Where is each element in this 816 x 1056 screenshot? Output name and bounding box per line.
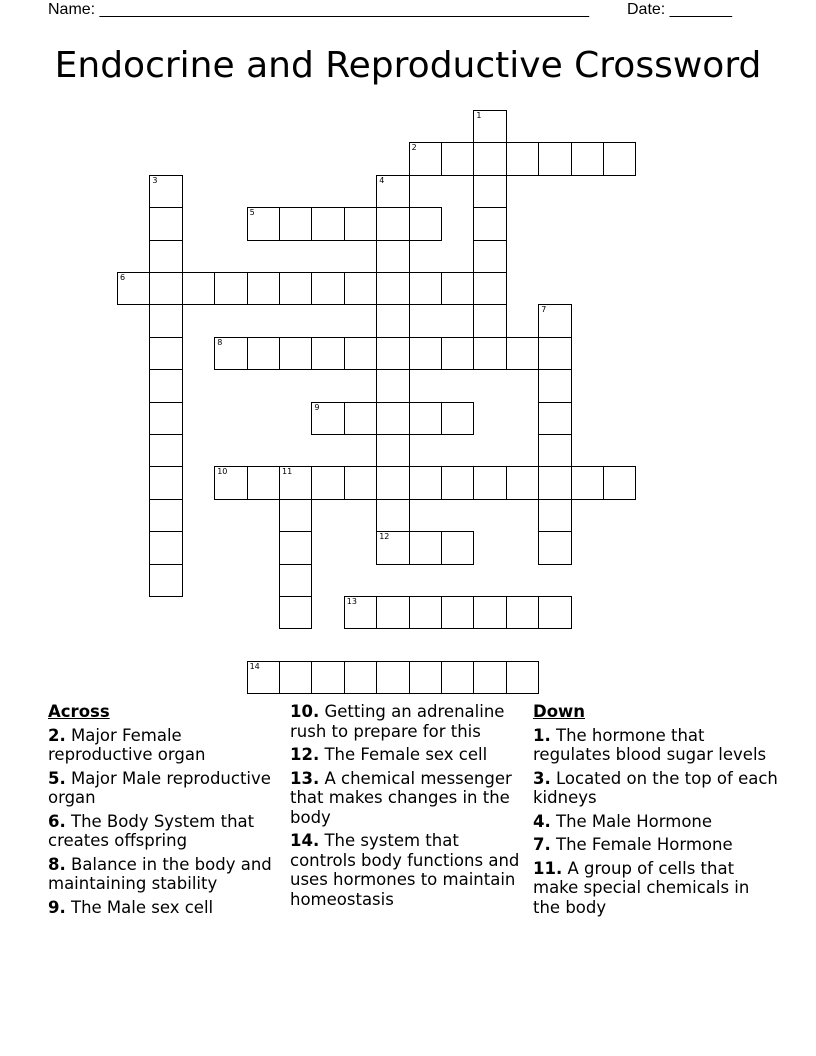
clue-item-number: 4. [533, 811, 551, 831]
clue-item [533, 812, 778, 832]
crossword-cell[interactable] [311, 661, 344, 694]
crossword-cell[interactable] [247, 661, 280, 694]
crossword-cell[interactable] [506, 661, 539, 694]
clue-number: 8 [217, 337, 223, 347]
crossword-cell[interactable] [538, 466, 571, 499]
clue-item-number: 6. [48, 811, 66, 831]
clue-number: 7 [541, 305, 547, 315]
crossword-cell[interactable] [279, 661, 312, 694]
crossword-cell[interactable] [214, 337, 247, 370]
crossword-cell[interactable] [182, 272, 215, 305]
crossword-cell[interactable] [441, 531, 474, 564]
crossword-cell[interactable] [441, 272, 474, 305]
crossword-cell[interactable] [473, 596, 506, 629]
crossword-cell[interactable] [441, 402, 474, 435]
crossword-cell[interactable] [279, 272, 312, 305]
clue-number: 11 [282, 467, 293, 477]
clue-item-text: The Body System that creates offspring [48, 811, 255, 850]
crossword-cell[interactable] [149, 240, 182, 273]
clue-number: 10 [217, 467, 228, 477]
crossword-cell[interactable] [409, 466, 442, 499]
crossword-cell[interactable] [149, 434, 182, 467]
clue-number: 2 [411, 143, 417, 153]
crossword-cell[interactable] [344, 207, 377, 240]
clues-column-1 [48, 702, 278, 921]
crossword-cell[interactable] [149, 466, 182, 499]
crossword-cell[interactable] [279, 564, 312, 597]
crossword-cell[interactable] [571, 142, 604, 175]
crossword-cell[interactable] [376, 596, 409, 629]
crossword-cell[interactable] [149, 531, 182, 564]
clue-item-text: Major Female reproductive organ [48, 725, 206, 764]
crossword-cell[interactable] [473, 175, 506, 208]
crossword-cell[interactable] [538, 434, 571, 467]
crossword-cell[interactable] [149, 304, 182, 337]
crossword-cell[interactable] [149, 564, 182, 597]
clue-item-text: The Male sex cell [65, 897, 214, 917]
clue-item-text: Located on the top of each kidneys [533, 768, 778, 807]
clue-item [48, 898, 278, 918]
crossword-cell[interactable] [149, 337, 182, 370]
crossword-cell[interactable] [149, 207, 182, 240]
clue-number: 4 [379, 175, 385, 185]
crossword-cell[interactable] [279, 466, 312, 499]
crossword-cell[interactable] [376, 531, 409, 564]
crossword-cell[interactable] [506, 466, 539, 499]
clue-item-number: 12. [290, 745, 320, 764]
crossword-cell[interactable] [473, 207, 506, 240]
down-heading: Down [533, 702, 586, 721]
clue-item-number: 8. [48, 854, 66, 874]
clue-item [290, 702, 520, 741]
crossword-cell[interactable] [538, 596, 571, 629]
crossword-cell[interactable] [409, 402, 442, 435]
clue-item [290, 745, 520, 765]
crossword-cell[interactable] [376, 207, 409, 240]
clue-item-text: Getting an adrenaline rush to prepare for this [290, 702, 505, 741]
crossword-cell[interactable] [506, 337, 539, 370]
clue-item-text: The Male Hormone [550, 811, 713, 831]
crossword-cell[interactable] [344, 402, 377, 435]
crossword-cell[interactable] [311, 207, 344, 240]
crossword-cell[interactable] [149, 272, 182, 305]
crossword-cell[interactable] [409, 272, 442, 305]
crossword-cell[interactable] [441, 142, 474, 175]
clue-number: 5 [249, 208, 255, 218]
clue-item-number: 14. [290, 831, 320, 850]
clues-column-2 [290, 702, 520, 913]
crossword-cell[interactable] [409, 337, 442, 370]
crossword-cell[interactable] [376, 304, 409, 337]
clue-item [48, 812, 278, 851]
crossword-cell[interactable] [538, 369, 571, 402]
date-field-label: Date: _______ [627, 1, 732, 18]
page-title: Endocrine and Reproductive Crossword [54, 45, 762, 86]
crossword-cell[interactable] [376, 434, 409, 467]
clue-number: 9 [314, 402, 320, 412]
crossword-cell[interactable] [473, 240, 506, 273]
crossword-cell[interactable] [376, 661, 409, 694]
crossword-cell[interactable] [247, 207, 280, 240]
crossword-cell[interactable] [473, 110, 506, 143]
crossword-cell[interactable] [538, 337, 571, 370]
clue-item-number: 9. [48, 897, 66, 917]
crossword-cell[interactable] [344, 466, 377, 499]
crossword-cell[interactable] [376, 369, 409, 402]
crossword-cell[interactable] [376, 175, 409, 208]
clue-item [290, 831, 520, 909]
crossword-cell[interactable] [214, 466, 247, 499]
crossword-cell[interactable] [603, 142, 636, 175]
crossword-cell[interactable] [409, 596, 442, 629]
clue-item [533, 726, 778, 765]
clue-item [533, 769, 778, 808]
clue-item-text: A chemical messenger that makes changes in the body [290, 768, 512, 827]
clue-item [290, 769, 520, 828]
crossword-cell[interactable] [149, 369, 182, 402]
crossword-cell[interactable] [473, 304, 506, 337]
clue-item-text: Balance in the body and maintaining stability [48, 854, 272, 893]
crossword-cell[interactable] [473, 466, 506, 499]
crossword-cell[interactable] [376, 337, 409, 370]
clue-item-text: The Female sex cell [319, 745, 488, 764]
crossword-cell[interactable] [473, 272, 506, 305]
crossword-cell[interactable] [409, 661, 442, 694]
crossword-cell[interactable] [214, 272, 247, 305]
clue-item [48, 855, 278, 894]
crossword-cell[interactable] [117, 272, 150, 305]
crossword-cell[interactable] [603, 466, 636, 499]
clue-number: 13 [346, 597, 357, 606]
crossword-cell[interactable] [311, 466, 344, 499]
crossword-cell[interactable] [409, 207, 442, 240]
crossword-cell[interactable] [441, 466, 474, 499]
crossword-cell[interactable] [311, 337, 344, 370]
clue-item-number: 2. [48, 725, 66, 745]
crossword-cell[interactable] [441, 596, 474, 629]
clue-item-number: 1. [533, 725, 551, 745]
crossword-cell[interactable] [344, 272, 377, 305]
crossword-cell[interactable] [376, 272, 409, 305]
crossword-cell[interactable] [473, 661, 506, 694]
crossword-cell[interactable] [506, 596, 539, 629]
crossword-cell[interactable] [538, 531, 571, 564]
crossword-cell[interactable] [571, 466, 604, 499]
crossword-cell[interactable] [344, 661, 377, 694]
crossword-cell[interactable] [279, 531, 312, 564]
clue-item [533, 835, 778, 855]
crossword-cell[interactable] [279, 337, 312, 370]
crossword-cell[interactable] [247, 337, 280, 370]
crossword-cell[interactable] [409, 531, 442, 564]
crossword-cell[interactable] [538, 142, 571, 175]
crossword-cell[interactable] [279, 207, 312, 240]
crossword-cell[interactable] [376, 466, 409, 499]
clue-item-text: The system that controls body functions and uses hormones to maintain homeostasis [290, 831, 520, 909]
crossword-cell[interactable] [149, 175, 182, 208]
crossword-cell[interactable] [409, 142, 442, 175]
clue-number: 12 [379, 532, 390, 542]
crossword-cell[interactable] [538, 304, 571, 337]
clues-column-3 [533, 702, 778, 921]
clue-item-text: Major Male reproductive organ [48, 768, 271, 807]
crossword-cell[interactable] [376, 240, 409, 273]
crossword-cell[interactable] [149, 499, 182, 532]
clue-item [533, 859, 778, 918]
clue-number: 14 [249, 661, 260, 671]
crossword-cell[interactable] [538, 402, 571, 435]
crossword-cell[interactable] [441, 337, 474, 370]
crossword-cell[interactable] [344, 596, 377, 629]
clue-item-text: A group of cells that make special chemicals in the body [533, 858, 750, 917]
crossword-cell[interactable] [247, 466, 280, 499]
clue-item-number: 10. [290, 702, 320, 721]
clue-item [48, 726, 278, 765]
clue-item-number: 13. [290, 768, 320, 788]
crossword-cell[interactable] [441, 661, 474, 694]
crossword-cell[interactable] [538, 499, 571, 532]
clue-item-text: The Female Hormone [550, 835, 733, 854]
crossword-cell[interactable] [247, 272, 280, 305]
clue-item-number: 5. [48, 768, 66, 788]
crossword-cell[interactable] [311, 402, 344, 435]
crossword-cell[interactable] [344, 337, 377, 370]
crossword-cell[interactable] [473, 142, 506, 175]
crossword-cell[interactable] [149, 402, 182, 435]
clue-item-number: 7. [533, 835, 551, 854]
clue-number: 1 [476, 111, 482, 120]
crossword-cell[interactable] [311, 272, 344, 305]
crossword-cell[interactable] [279, 596, 312, 629]
crossword-cell[interactable] [506, 142, 539, 175]
clue-number: 6 [120, 273, 126, 282]
clue-item [48, 769, 278, 808]
name-field-label: Name: _______________________________________________________ [48, 1, 589, 18]
crossword-cell[interactable] [376, 402, 409, 435]
clue-number: 3 [152, 175, 158, 185]
clue-item-number: 3. [533, 768, 551, 788]
crossword-cell[interactable] [376, 499, 409, 532]
crossword-cell[interactable] [473, 337, 506, 370]
clue-item-number: 11. [533, 858, 563, 878]
clue-item-text: The hormone that regulates blood sugar levels [533, 725, 767, 764]
crossword-cell[interactable] [279, 499, 312, 532]
across-heading: Across [48, 702, 110, 721]
